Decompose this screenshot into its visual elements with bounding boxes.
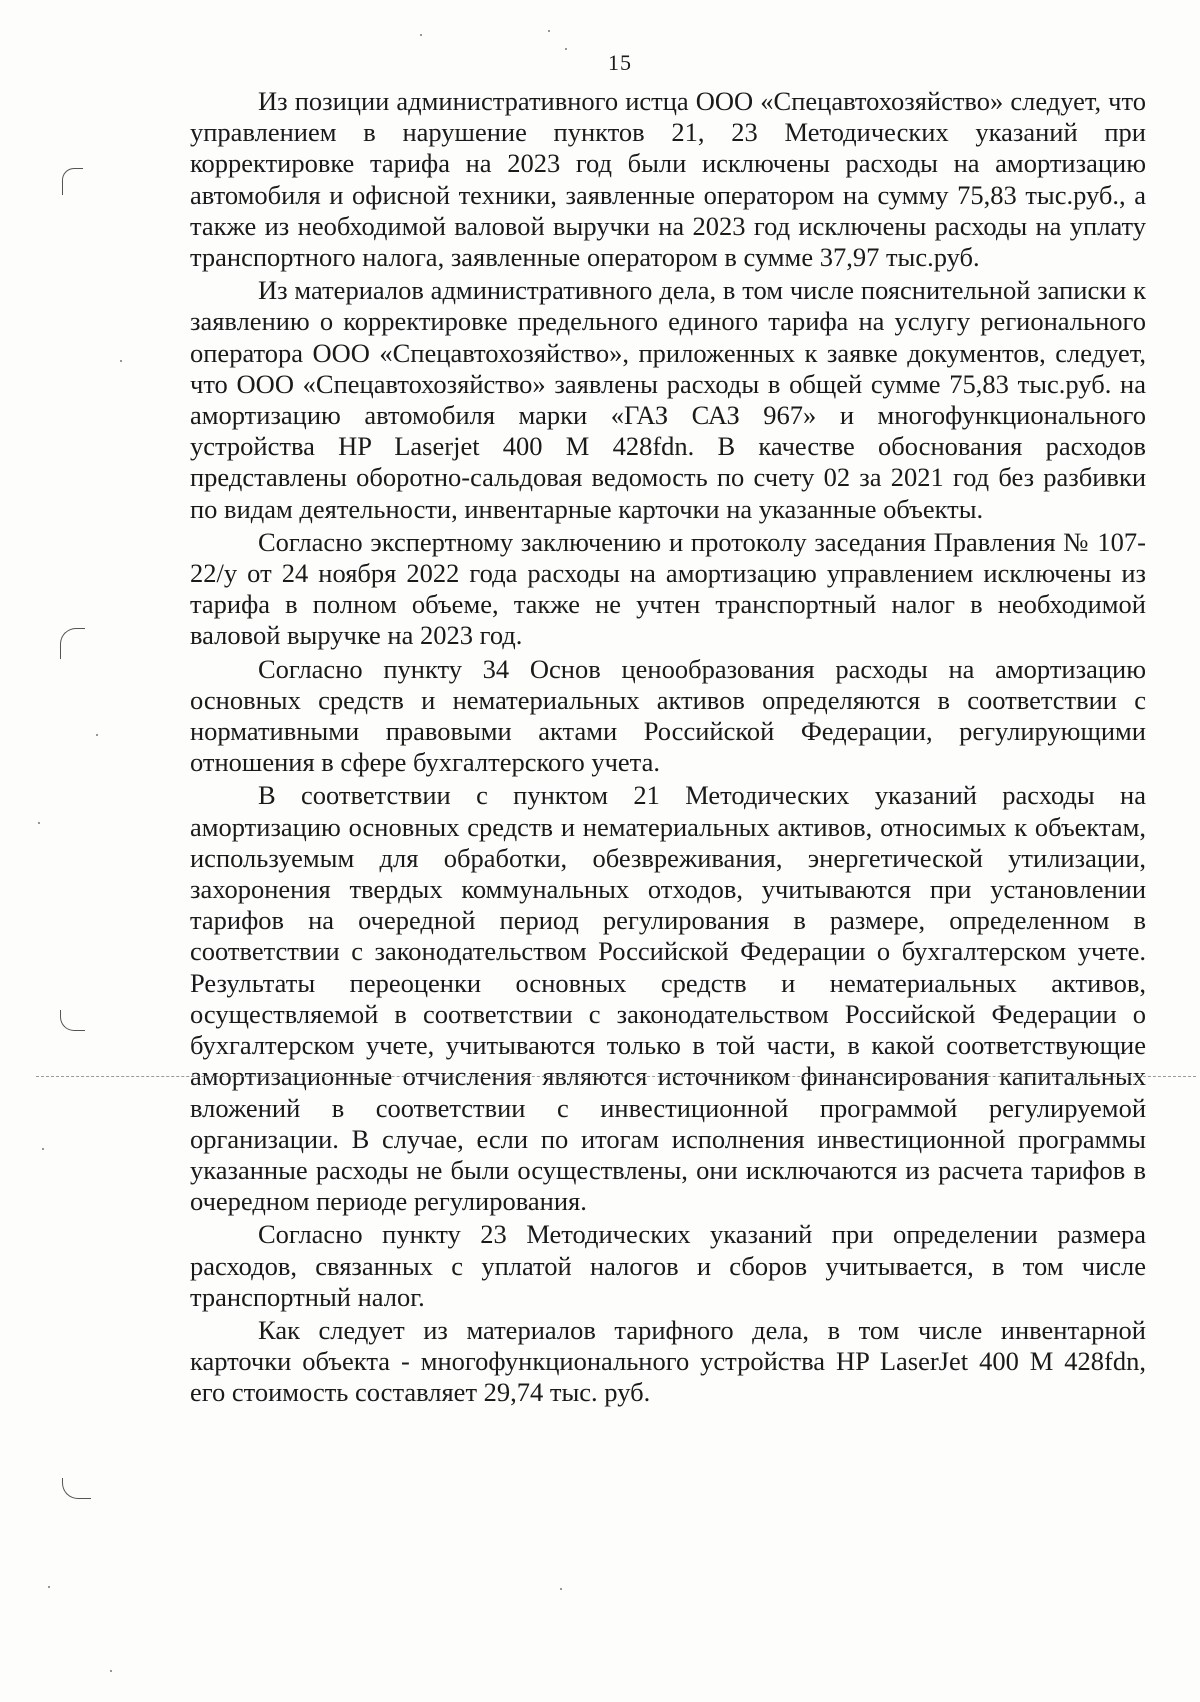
scan-bracket-mark: [60, 628, 85, 659]
scan-speck: [565, 48, 567, 50]
paragraph-methodical-point-23: Согласно пункту 23 Методических указаний при определении размера расходов, связанных с уплатой налогов и сборов учитывается, в том числе транспортный налог.: [190, 1219, 1146, 1312]
paragraph-claimant-position: Из позиции административного истца ООО «Спецавтохозяйство» следует, что управлением в нарушение пунктов 21, 23 Методических указаний при корректировке тарифа на 2023 год были исключены расходы на амортизацию автомобиля и офисной техники, заявленные оператором на сумму 75,83 тыс.руб., а также из необходимой валовой выручки на 2023 год исключены расходы на уплату транспортного налога, заявленные оператором в сумме 37,97 тыс.руб.: [190, 86, 1146, 273]
scan-bracket-mark: [62, 168, 83, 195]
scan-speck: [96, 734, 98, 736]
scan-speck: [548, 30, 550, 32]
paragraph-pricing-basics: Согласно пункту 34 Основ ценообразования расходы на амортизацию основных средств и нематериальных активов определяются в соответствии с нормативными правовыми актами Российской Федерации, регулирующими отношения в сфере бухгалтерского учета.: [190, 653, 1146, 778]
scan-speck: [560, 1588, 562, 1590]
page-number: 15: [608, 50, 632, 75]
scan-speck: [48, 1586, 50, 1588]
paragraph-expert-opinion: Согласно экспертному заключению и протоколу заседания Правления № 107-22/у от 24 ноября 2022 года расходы на амортизацию управлением исключены из тарифа в полном объеме, также не учтен транспортный налог в необходимой валовой выручке на 2023 год.: [190, 526, 1146, 651]
scan-bracket-mark: [62, 1478, 91, 1499]
scan-speck: [38, 822, 40, 824]
scan-speck: [110, 1670, 112, 1672]
scan-fold-line: [36, 1076, 1196, 1077]
scan-speck: [120, 360, 122, 362]
scan-bracket-mark: [60, 1010, 85, 1031]
scan-speck: [42, 1148, 44, 1150]
paragraph-tariff-case: Как следует из материалов тарифного дела, в том числе инвентарной карточки объекта - многофункционального устройства HP LaserJet 400 M 428fdn, его стоимость составляет 29,74 тыс. руб.: [190, 1314, 1146, 1408]
paragraph-methodical-point-21: В соответствии с пунктом 21 Методических указаний расходы на амортизацию основных средств и нематериальных активов, относимых к объектам, используемым для обработки, обезвреживания, энергетической утилизации, захоронения твердых коммунальных отходов, учитываются при установлении тарифов на очередной период регулирования в размере, определенном в соответствии с законодательством Российской Федерации о бухгалтерском учете. Результаты переоценки основных средств и нематериальных активов, осуществляемой в соответствии с законодательством Российской Федерации о бухгалтерском учете, учитываются только в той части, в какой соответствующие амортизационные отчисления являются источником финансирования капитальных вложений в соответствии с инвестиционной программой регулируемой организации. В случае, если по итогам исполнения инвестиционной программы указанные расходы не были осуществлены, они исключаются из расчета тарифов в очередном периоде регулирования.: [190, 780, 1146, 1217]
scan-speck: [420, 34, 422, 36]
paragraph-case-materials: Из материалов административного дела, в том числе пояснительной записки к заявлению о корректировке предельного единого тарифа на услугу регионального оператора ООО «Спецавтохозяйство», приложенных к заявке документов, следует, что ООО «Спецавтохозяйство» заявлены расходы в общей сумме 75,83 тыс.руб. на амортизацию автомобиля марки «ГАЗ САЗ 967» и многофункционального устройства HP Laserjet 400 M 428fdn. В качестве обоснования расходов представлены оборотно-сальдовая ведомость по счету 02 за 2021 год без разбивки по видам деятельности, инвентарные карточки на указанные объекты.: [190, 275, 1146, 524]
document-body: [190, 86, 1146, 1409]
